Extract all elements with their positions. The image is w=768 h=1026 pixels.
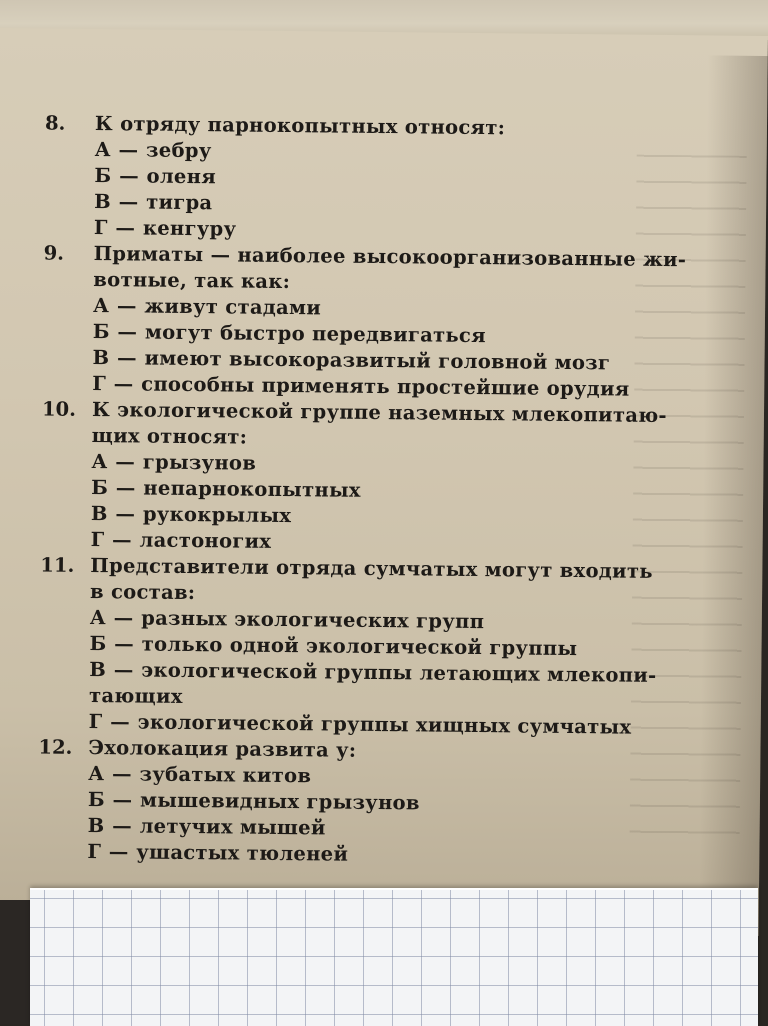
option-dash: —	[112, 788, 133, 812]
option-letter: А	[89, 605, 106, 630]
option-letter: А	[91, 449, 108, 474]
question-number: 10.	[41, 397, 77, 421]
option-text: экологической группы летающих млекопи-	[141, 658, 657, 687]
option-letter: Б	[92, 319, 110, 344]
option-letter: Г	[92, 371, 106, 396]
option-text: мышевидных грызунов	[139, 788, 420, 815]
question-text: Эхолокация развита у:	[88, 735, 357, 762]
option-text: зубатых китов	[139, 762, 312, 788]
option-letter: Г	[93, 215, 108, 240]
option-letter: Б	[91, 475, 108, 500]
option-text: тигра	[146, 190, 213, 215]
option-letter: В	[90, 501, 108, 526]
question-number: 11.	[40, 553, 75, 577]
option-dash: —	[111, 528, 132, 552]
option-g	[37, 838, 697, 871]
option-text: грызунов	[142, 450, 257, 475]
option-letter: Б	[94, 163, 112, 188]
option-letter: В	[87, 813, 105, 838]
option-dash: —	[113, 606, 134, 630]
option-text: могут быстро передвигаться	[144, 320, 487, 348]
option-dash: —	[114, 632, 134, 656]
page-shadow	[699, 55, 768, 936]
option-text: непарнокопытных	[143, 476, 361, 502]
option-dash: —	[115, 450, 135, 474]
option-letter: Г	[90, 527, 105, 552]
question-number: 8.	[44, 111, 66, 135]
option-letter: А	[94, 137, 111, 162]
option-dash: —	[116, 294, 137, 318]
option-dash: —	[115, 502, 136, 526]
option-dash: —	[115, 476, 136, 500]
option-dash: —	[108, 840, 129, 864]
option-letter: В	[92, 345, 110, 370]
grid-paper-sheet	[30, 888, 758, 1026]
option-dash: —	[116, 346, 137, 370]
option-text: рукокрылых	[142, 502, 292, 528]
option-text: летучих мышей	[139, 814, 326, 840]
option-dash: —	[119, 164, 139, 188]
option-text: способны применять простейшие орудия	[141, 372, 630, 401]
option-text: тающих	[88, 683, 183, 708]
option-letter: В	[94, 189, 111, 214]
book-page	[0, 28, 768, 936]
option-letter: Г	[87, 839, 101, 864]
option-dash: —	[110, 710, 130, 734]
option-letter: Б	[87, 787, 105, 812]
option-text: разных экологических групп	[141, 606, 485, 634]
option-text: экологической группы хищных сумчатых	[137, 710, 632, 739]
option-dash: —	[118, 138, 139, 162]
question-number: 12.	[38, 735, 73, 759]
option-letter: Б	[89, 631, 107, 656]
option-dash: —	[118, 190, 139, 214]
question-text: вотные, так как:	[93, 267, 291, 294]
option-text: ушастых тюленей	[136, 840, 349, 866]
option-letter: А	[92, 293, 110, 318]
dark-background	[0, 900, 32, 1024]
option-text: оленя	[146, 164, 217, 189]
option-text: только одной экологической группы	[141, 632, 578, 661]
option-text: ластоногих	[139, 528, 272, 553]
question-text: К экологической группе наземных млекопитаю-	[91, 397, 668, 428]
option-dash: —	[112, 814, 132, 838]
option-text: имеют высокоразвитый головной мозг	[144, 346, 611, 375]
question-text: К отряду парнокопытных относят:	[94, 112, 506, 140]
option-letter: В	[89, 657, 106, 682]
option-letter: Г	[88, 709, 103, 734]
option-dash: —	[117, 320, 138, 344]
option-text: зебру	[146, 138, 212, 163]
option-text: кенгуру	[142, 216, 237, 241]
option-dash: —	[113, 372, 134, 396]
question-text: в состав:	[89, 579, 196, 605]
question-text: щих относят:	[91, 423, 248, 449]
option-letter: А	[88, 761, 105, 786]
option-dash: —	[113, 658, 134, 682]
option-dash: —	[115, 216, 136, 240]
option-dash: —	[111, 762, 132, 786]
question-number: 9.	[43, 241, 65, 265]
option-text: живут стадами	[144, 294, 322, 320]
question-text: Представители отряда сумчатых могут входить	[90, 553, 653, 583]
question-text: Приматы — наиболее высокоорганизованные жи-	[93, 241, 687, 272]
question-list	[37, 110, 705, 871]
